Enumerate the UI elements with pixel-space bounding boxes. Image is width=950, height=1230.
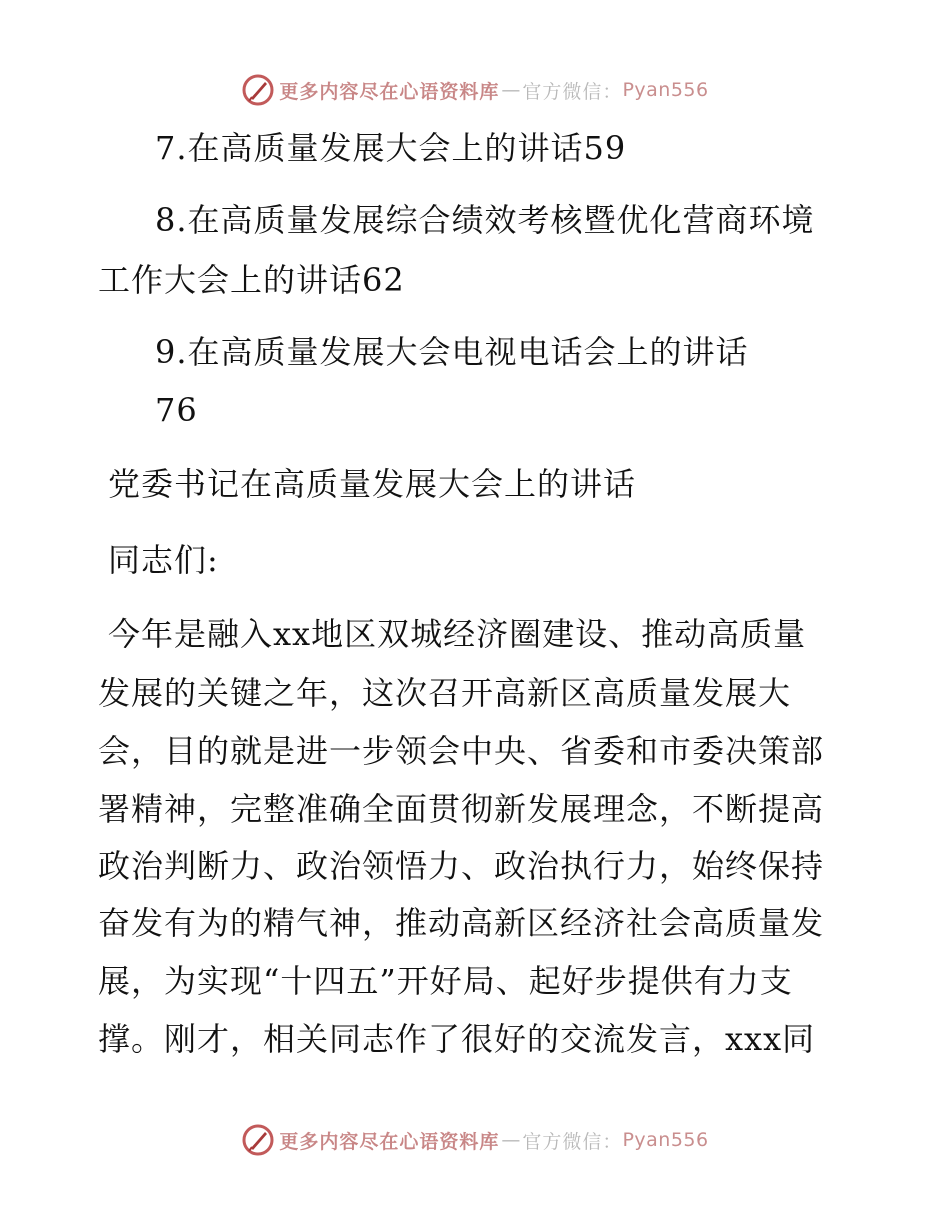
salutation: 同志们: xyxy=(108,541,219,579)
toc-item-8-line-1: 8.在高质量发展综合绩效考核暨优化营商环境 xyxy=(155,201,815,239)
banner-separator: — xyxy=(501,79,521,101)
banner-separator: — xyxy=(501,1129,521,1151)
toc-item-9-line-2: 76 xyxy=(155,391,198,429)
paragraph-line: 今年是融入xx地区双城经济圈建设、推动高质量 xyxy=(108,615,807,653)
feather-pen-logo-icon xyxy=(241,1123,275,1157)
paragraph-line: 署精神，完整准确全面贯彻新发展理念，不断提高 xyxy=(98,790,825,828)
toc-item-9-line-1: 9.在高质量发展大会电视电话会上的讲话 xyxy=(155,333,749,371)
paragraph-line: 展，为实现“十四五”开好局、起好步提供有力支 xyxy=(98,962,793,1000)
paragraph-line: 奋发有为的精气神，推动高新区经济社会高质量发 xyxy=(98,904,825,942)
banner-wechat-id: Pyan556 xyxy=(622,1129,709,1151)
banner-label: 官方微信： xyxy=(522,80,623,103)
toc-item-7: 7.在高质量发展大会上的讲话59 xyxy=(155,129,627,167)
banner-brand: 更多内容尽在心语资料库 xyxy=(279,1130,500,1153)
article-title: 党委书记在高质量发展大会上的讲话 xyxy=(108,465,637,503)
paragraph-line: 政治判断力、政治领悟力、政治执行力，始终保持 xyxy=(98,847,825,885)
footer-watermark-banner xyxy=(0,1120,950,1160)
paragraph-line: 撑。刚才，相关同志作了很好的交流发言，xxx同 xyxy=(98,1020,816,1058)
banner-brand: 更多内容尽在心语资料库 xyxy=(279,80,500,103)
banner-label: 官方微信： xyxy=(522,1130,623,1153)
toc-item-8-line-2: 工作大会上的讲话62 xyxy=(98,261,405,299)
banner-wechat-id: Pyan556 xyxy=(622,79,709,101)
paragraph-line: 发展的关键之年，这次召开高新区高质量发展大 xyxy=(98,674,792,712)
paragraph-line: 会，目的就是进一步领会中央、省委和市委决策部 xyxy=(98,732,825,770)
